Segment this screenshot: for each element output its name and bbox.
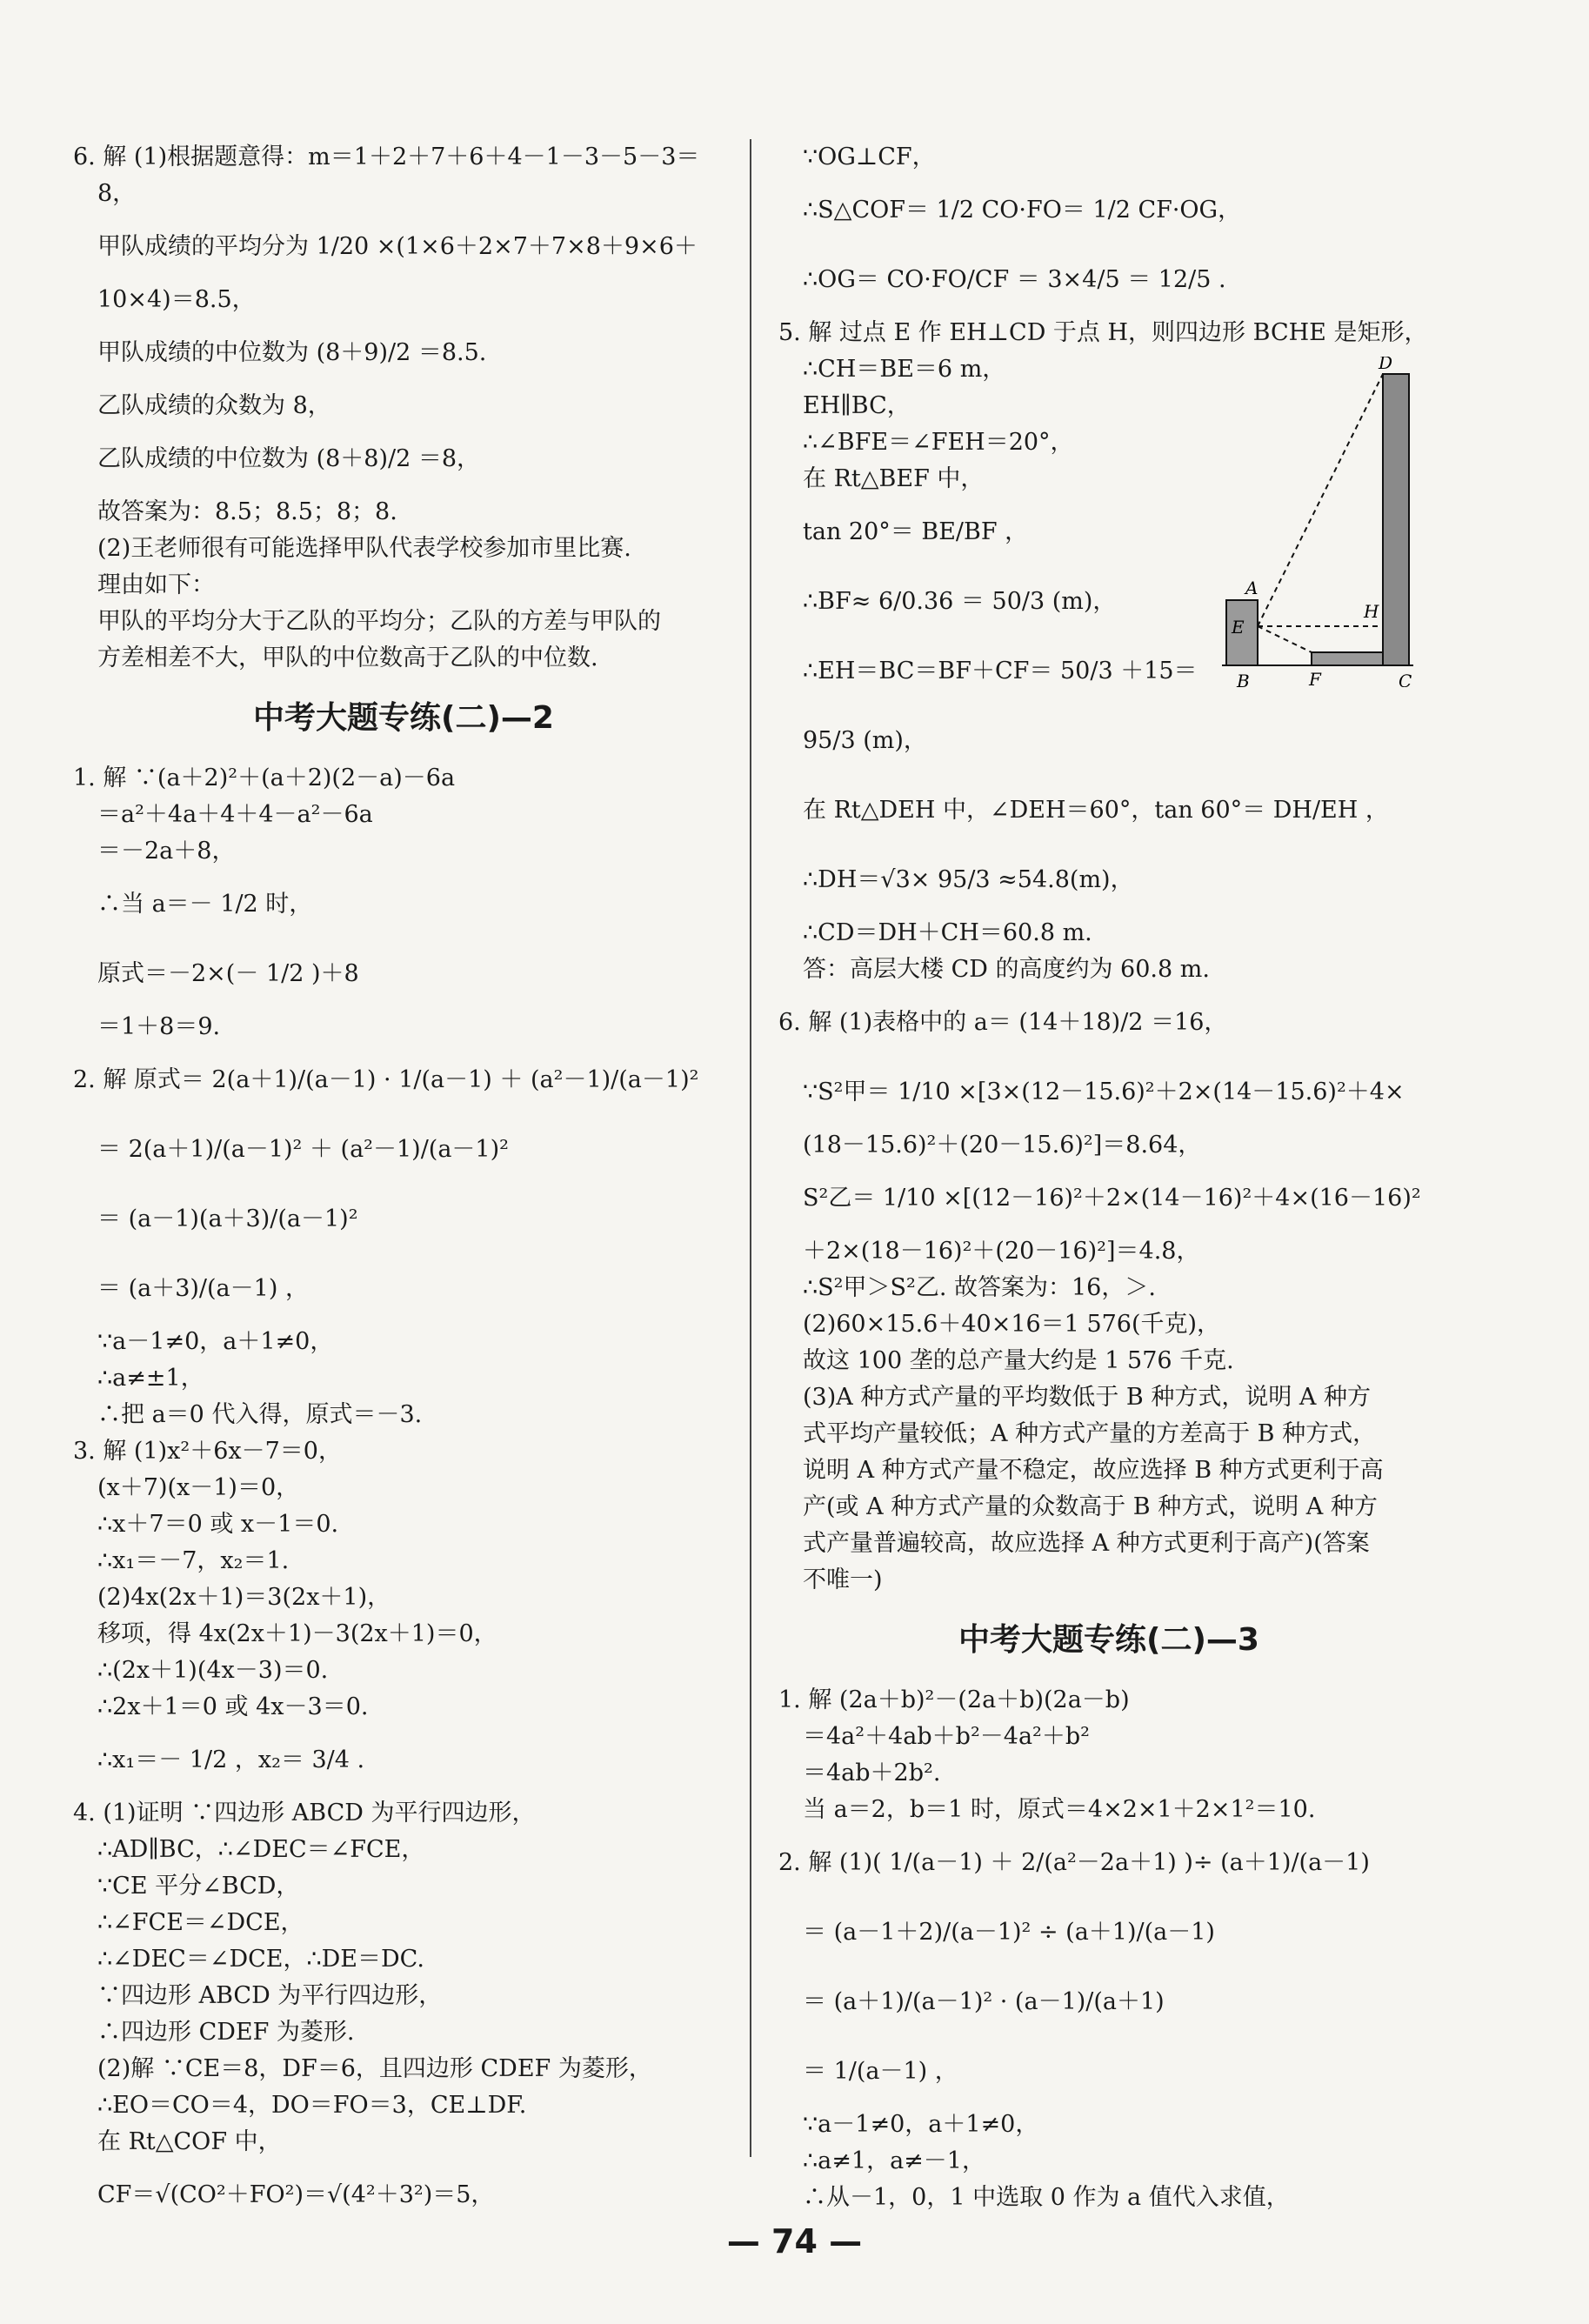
line: 3. 解 (1)x²＋6x－7＝0， — [73, 1438, 342, 1465]
line: 乙队成绩的中位数为 (8＋8)/2 ＝8， — [97, 445, 481, 472]
line: 6. 解 (1)根据题意得：m＝1＋2＋7＋6＋4－1－3－5－3＝ — [73, 144, 700, 170]
line-ed — [1258, 374, 1383, 626]
line: 故这 100 垄的总产量大约是 1 576 千克. — [803, 1347, 1234, 1374]
line: 1. 解 (2a＋b)²－(2a＋b)(2a－b) — [778, 1686, 1130, 1713]
line: 10×4)＝8.5， — [97, 286, 256, 313]
line: ∴DH＝√3× 95/3 ≈54.8(m)， — [803, 866, 1134, 893]
line: 2. 解 原式＝ 2(a＋1)/(a－1) · 1/(a－1) ＋ (a²－1)/(a－1)² — [73, 1066, 699, 1093]
building-diagram — [1218, 357, 1444, 687]
line: ∴a≠1，a≠－1， — [803, 2147, 985, 2174]
label-f: F — [1309, 669, 1321, 687]
line: ＝ (a＋1)/(a－1)² · (a－1)/(a＋1) — [803, 1988, 1165, 2015]
line: (2)解 ∵CE＝8，DF＝6，且四边形 CDEF 为菱形， — [97, 2055, 652, 2082]
label-c: C — [1399, 671, 1412, 687]
line: ∴CH＝BE＝6 m， — [803, 356, 1006, 383]
line: 不唯一) — [803, 1566, 883, 1593]
line: ∵a－1≠0，a＋1≠0， — [803, 2111, 1039, 2138]
line: 在 Rt△COF 中， — [97, 2128, 282, 2155]
line: ＋2×(18－16)²＋(20－16)²]＝4.8， — [803, 1238, 1200, 1265]
line: (18－15.6)²＋(20－15.6)²]＝8.64， — [803, 1132, 1202, 1159]
line: ∴四边形 CDEF 为菱形. — [97, 2019, 355, 2046]
line: 甲队成绩的中位数为 (8＋9)/2 ＝8.5. — [97, 339, 487, 366]
line: 原式＝－2×(－ 1/2 )＋8 — [97, 960, 359, 987]
label-h: H — [1364, 601, 1379, 622]
line: ＝ (a－1＋2)/(a－1)² ÷ (a＋1)/(a－1) — [803, 1919, 1215, 1946]
line: 方差相差不大，甲队的中位数高于乙队的中位数. — [97, 644, 598, 671]
line: ∴S²甲＞S²乙. 故答案为：16，＞. — [803, 1274, 1156, 1301]
line: ∵CE 平分∠BCD， — [97, 1873, 300, 1900]
line: ∴∠FCE＝∠DCE， — [97, 1909, 304, 1936]
line: 6. 解 (1)表格中的 a＝ (14＋18)/2 ＝16， — [778, 1009, 1228, 1036]
label-a: A — [1245, 578, 1259, 598]
line: 8， — [97, 180, 137, 207]
line: ＝4a²＋4ab＋b²－4a²＋b² — [803, 1723, 1090, 1750]
line: 说明 A 种方式产量不稳定，故应选择 B 种方式更利于高 — [803, 1457, 1384, 1484]
section-title: 中考大题专练(二)—3 — [958, 1622, 1259, 1658]
line: ∴x₁＝－7，x₂＝1. — [97, 1547, 290, 1574]
line: ∴AD∥BC，∴∠DEC＝∠FCE， — [97, 1836, 425, 1863]
line: CF＝√(CO²＋FO²)＝√(4²＋3²)＝5， — [97, 2181, 495, 2208]
line: 当 a＝2，b＝1 时，原式＝4×2×1＋2×1²＝10. — [803, 1796, 1316, 1823]
line: (2)60×15.6＋40×16＝1 576(千克)， — [803, 1311, 1221, 1338]
line: 甲队成绩的平均分为 1/20 ×(1×6＋2×7＋7×8＋9×6＋ — [97, 233, 698, 260]
line: 4. (1)证明 ∵四边形 ABCD 为平行四边形， — [73, 1800, 536, 1826]
line: (3)A 种方式产量的平均数低于 B 种方式，说明 A 种方 — [803, 1384, 1371, 1411]
line: ∴a≠±1， — [97, 1365, 204, 1392]
line: ∴S△COF＝ 1/2 CO·FO＝ 1/2 CF·OG， — [803, 197, 1242, 224]
line: ＝a²＋4a＋4＋4－a²－6a — [97, 801, 373, 828]
left-column — [73, 139, 734, 2230]
line: ∵OG⊥CF， — [803, 144, 936, 170]
line: 故答案为：8.5；8.5；8；8. — [97, 498, 397, 525]
line: ＝1＋8＝9. — [97, 1013, 221, 1040]
line: 1. 解 ∵(a＋2)²＋(a＋2)(2－a)－6a — [73, 765, 456, 791]
line: 式产量普遍较高，故应选择 A 种方式更利于高产)(答案 — [803, 1530, 1370, 1557]
line: ∴∠BFE＝∠FEH＝20°， — [803, 429, 1074, 456]
line: ∴(2x＋1)(4x－3)＝0. — [97, 1657, 329, 1684]
line: ∴2x＋1＝0 或 4x－3＝0. — [97, 1693, 369, 1720]
line: ＝ 1/(a－1) ， — [803, 2058, 958, 2085]
line: EH∥BC， — [803, 392, 911, 419]
line: ∵a－1≠0，a＋1≠0， — [97, 1328, 334, 1355]
line: 在 Rt△BEF 中， — [803, 465, 985, 492]
line: 95/3 (m)， — [803, 727, 927, 754]
label-e: E — [1232, 617, 1245, 638]
line: 式平均产量较低；A 种方式产量的方差高于 B 种方式， — [803, 1420, 1377, 1447]
line: ∴当 a＝－ 1/2 时， — [97, 891, 313, 918]
line: (2)4x(2x＋1)＝3(2x＋1)， — [97, 1584, 391, 1611]
line: 甲队的平均分大于乙队的平均分；乙队的方差与甲队的 — [97, 608, 661, 635]
line: tan 20°＝ BE/BF ， — [803, 518, 1029, 545]
line: ∴EO＝CO＝4，DO＝FO＝3，CE⊥DF. — [97, 2092, 527, 2119]
page-number: — 74 — — [726, 2222, 863, 2261]
line-ef — [1258, 626, 1312, 652]
line: ∴BF≈ 6/0.36 ＝ 50/3 (m)， — [803, 588, 1117, 615]
line: ∴把 a＝0 代入得，原式＝－3. — [97, 1401, 423, 1428]
platform — [1312, 652, 1383, 665]
line: ＝ (a－1)(a＋3)/(a－1)² — [97, 1205, 358, 1232]
line: 5. 解 过点 E 作 EH⊥CD 于点 H，则四边形 BCHE 是矩形， — [778, 319, 1428, 346]
line: ∴OG＝ CO·FO/CF ＝ 3×4/5 ＝ 12/5 . — [803, 266, 1226, 293]
line: 移项，得 4x(2x＋1)－3(2x＋1)＝0， — [97, 1620, 497, 1647]
line: ∵S²甲＝ 1/10 ×[3×(12－15.6)²＋2×(14－15.6)²＋4× — [803, 1079, 1405, 1105]
line: ∴CD＝DH＋CH＝60.8 m. — [803, 919, 1092, 946]
line: ＝4ab＋2b². — [803, 1760, 941, 1786]
line: 产(或 A 种方式产量的众数高于 B 种方式，说明 A 种方 — [803, 1493, 1378, 1520]
label-d: D — [1379, 357, 1393, 373]
line: (x＋7)(x－1)＝0， — [97, 1474, 300, 1501]
line: ∴EH＝BC＝BF＋CF＝ 50/3 ＋15＝ — [803, 658, 1198, 685]
line: ∴从－1，0，1 中选取 0 作为 a 值代入求值， — [803, 2184, 1290, 2211]
line: ∴∠DEC＝∠DCE，∴DE＝DC. — [97, 1946, 424, 1973]
line: 2. 解 (1)( 1/(a－1) ＋ 2/(a²－2a＋1) )÷ (a＋1)/(a－1) — [778, 1849, 1370, 1876]
section-title: 中考大题专练(二)—2 — [253, 700, 554, 736]
line: 乙队成绩的众数为 8， — [97, 392, 331, 419]
line: 理由如下： — [97, 571, 215, 598]
line: S²乙＝ 1/10 ×[(12－16)²＋2×(14－16)²＋4×(16－16)² — [803, 1185, 1421, 1212]
line: ∴x＋7＝0 或 x－1＝0. — [97, 1511, 339, 1538]
line: ＝ 2(a＋1)/(a－1)² ＋ (a²－1)/(a－1)² — [97, 1136, 509, 1163]
label-b: B — [1237, 671, 1250, 687]
line: ∵四边形 ABCD 为平行四边形， — [97, 1982, 443, 2009]
line: 答：高层大楼 CD 的高度约为 60.8 m. — [803, 956, 1210, 983]
line: 在 Rt△DEH 中，∠DEH＝60°，tan 60°＝ DH/EH ， — [803, 797, 1389, 824]
column-divider — [750, 139, 751, 2157]
line: ＝ (a＋3)/(a－1) ， — [97, 1275, 309, 1302]
line: ＝－2a＋8， — [97, 838, 236, 865]
line: (2)王老师很有可能选择甲队代表学校参加市里比赛. — [97, 535, 631, 562]
line: ∴x₁＝－ 1/2 ，x₂＝ 3/4 . — [97, 1746, 365, 1773]
building-cd — [1383, 374, 1409, 665]
